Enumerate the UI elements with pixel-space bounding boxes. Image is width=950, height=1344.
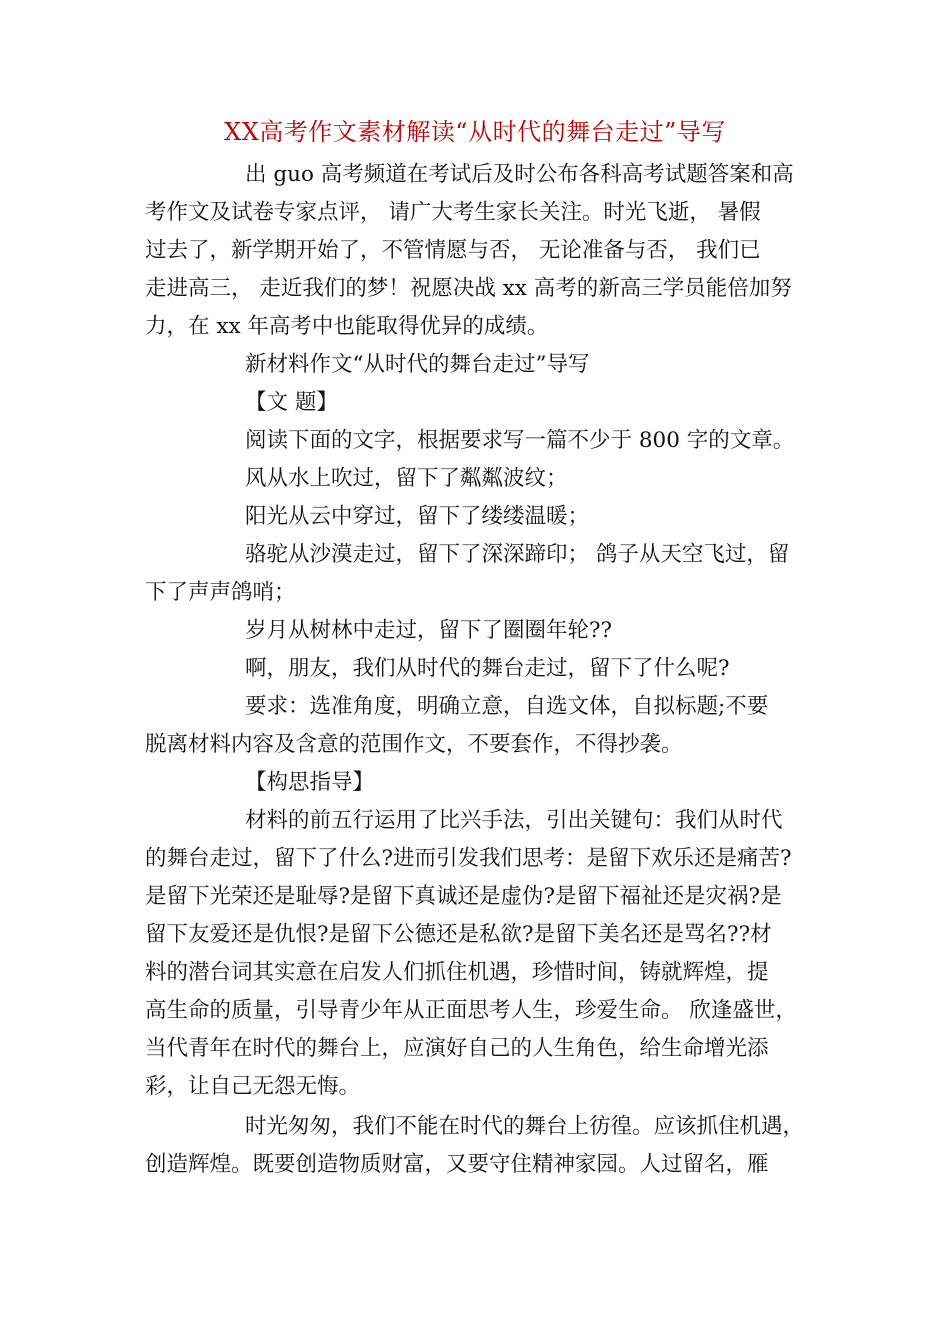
paragraph-line: 出 guo 高考频道在考试后及时公布各科高考试题答案和高 — [245, 162, 794, 187]
paragraph-line: 力，在 xx 年高考中也能取得优异的成绩。 — [145, 314, 549, 339]
paragraph-line: 创造辉煌。既要创造物质财富，又要守住精神家园。人过留名，雁 — [145, 1152, 769, 1177]
paragraph-line: 材料的前五行运用了比兴手法，引出关键句：我们从时代 — [245, 808, 783, 833]
subtitle-line: 新材料作文“从时代的舞台走过”导写 — [245, 352, 590, 377]
paragraph-line: 高生命的质量，引导青少年从正面思考人生，珍爱生命。 欣逢盛世， — [145, 998, 797, 1023]
paragraph-line: 是留下光荣还是耻辱?是留下真诚还是虚伪?是留下福祉还是灾祸?是 — [145, 884, 782, 909]
paragraph-line: 阅读下面的文字，根据要求写一篇不少于 800 字的文章。 — [245, 428, 795, 453]
paragraph-line: 下了声声鸽哨； — [145, 580, 296, 605]
paragraph-line: 阳光从云中穿过，留下了缕缕温暖； — [245, 504, 590, 529]
paragraph-line: 的舞台走过，留下了什么?进而引发我们思考：是留下欢乐还是痛苦? — [145, 846, 792, 871]
paragraph-line: 脱离材料内容及含意的范围作文，不要套作，不得抄袭。 — [145, 732, 683, 757]
paragraph-line: 啊，朋友，我们从时代的舞台走过，留下了什么呢? — [245, 656, 730, 681]
paragraph-line: 过去了，新学期开始了，不管情愿与否， 无论准备与否， 我们已 — [145, 238, 761, 263]
paragraph-line: 时光匆匆，我们不能在时代的舞台上彷徨。应该抓住机遇， — [245, 1114, 805, 1139]
paragraph-line: 要求：选准角度，明确立意，自选文体，自拟标题;不要 — [245, 694, 769, 719]
section-heading: 【构思指导】 — [245, 770, 375, 795]
paragraph-line: 骆驼从沙漠走过，留下了深深蹄印； 鸽子从天空飞过，留 — [245, 542, 790, 567]
paragraph-line: 岁月从树林中走过，留下了圈圈年轮?? — [245, 618, 613, 643]
paragraph-line: 当代青年在时代的舞台上，应演好自己的人生角色，给生命增光添 — [145, 1036, 769, 1061]
section-heading: 【文 题】 — [245, 390, 338, 415]
paragraph-line: 彩，让自己无怨无悔。 — [145, 1074, 361, 1099]
paragraph-line: 留下友爱还是仇恨?是留下公德还是私欲?是留下美名还是骂名??材 — [145, 922, 772, 947]
paragraph-line: 料的潜台词其实意在启发人们抓住机遇，珍惜时间，铸就辉煌，提 — [145, 960, 769, 985]
paragraph-line: 走进高三， 走近我们的梦！祝愿决战 xx 高考的新高三学员能倍加努 — [145, 276, 792, 301]
document-title: XX高考作文素材解读“从时代的舞台走过”导写 — [224, 118, 726, 146]
paragraph-line: 风从水上吹过，留下了粼粼波纹； — [245, 466, 568, 491]
paragraph-line: 考作文及试卷专家点评， 请广大考生家长关注。时光飞逝， 暑假 — [145, 200, 761, 225]
